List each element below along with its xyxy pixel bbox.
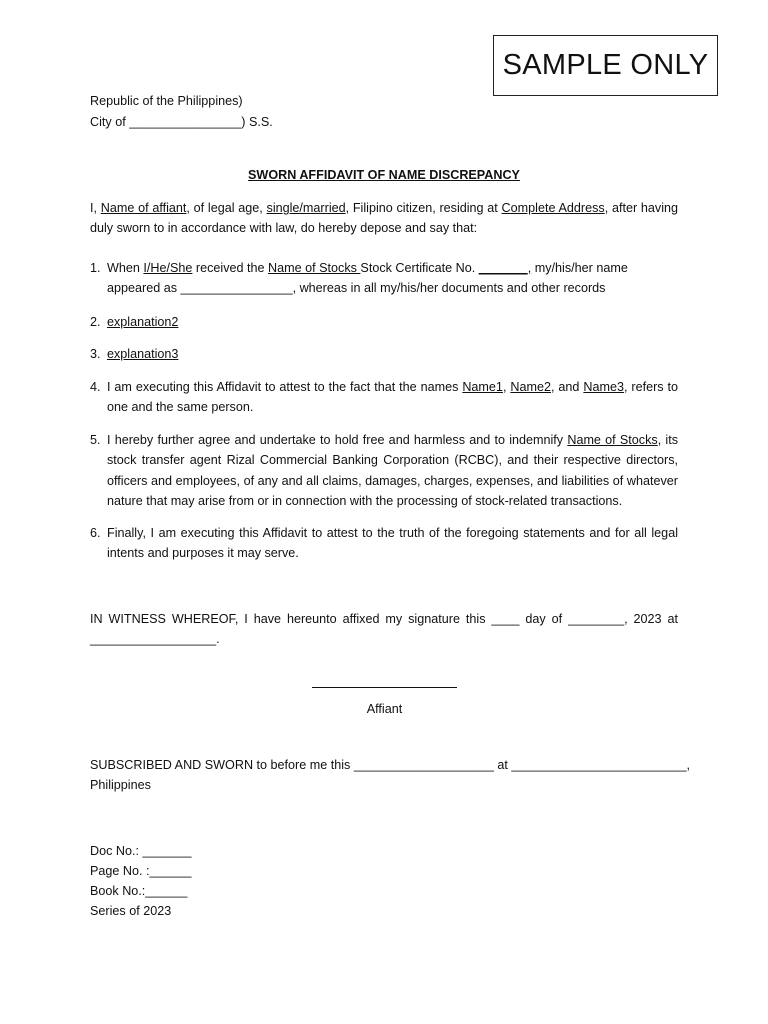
subscribed-line: SUBSCRIBED AND SWORN to before me this ____________________ at _________________________, bbox=[90, 758, 691, 772]
document-title: SWORN AFFIDAVIT OF NAME DISCREPANCY bbox=[248, 168, 520, 182]
list-item-2: 2. explanation2 bbox=[90, 315, 179, 329]
affiant-name-field: Name of affiant bbox=[100, 201, 187, 215]
book-no: Book No.:______ bbox=[90, 884, 188, 898]
series-year: Series of 2023 bbox=[90, 904, 172, 918]
list-item-3: 3. explanation3 bbox=[90, 347, 179, 361]
signature-line bbox=[312, 687, 457, 688]
list-item-6: 6. Finally, I am executing this Affidavit to attest to the truth of the foregoing statements and for all legal intents and purposes it may serve. bbox=[90, 526, 678, 561]
list-item-5: 5. I hereby further agree and undertake to hold free and harmless and to indemnify Name of Stocks, its stock transfer agent Rizal Commercial Banking Corporation (RCBC), and their respective directors, officers and employees, of any and all claims, damages, charges, expenses, and liabilities of whatever nature that may arise from or in connection with the processing of stock-related transactions. bbox=[90, 433, 679, 508]
witness-paragraph: IN WITNESS WHEREOF, I have hereunto affixed my signature this ____ day of ________, 2023 at __________________. bbox=[90, 612, 678, 647]
sample-only-stamp: SAMPLE ONLY bbox=[493, 35, 718, 96]
header-city: City of ________________) S.S. bbox=[90, 115, 273, 129]
intro-paragraph: I, Name of affiant, of legal age, single/married, Filipino citizen, residing at Complete Address, after having duly sworn to in accordance with law, do hereby depose and say that: bbox=[90, 201, 679, 236]
list-item-1: 1. When I/He/She received the Name of Stocks Stock Certificate No. _______, my/his/her name appeared as ________________, whereas in all my/his/her documents and other records bbox=[90, 261, 628, 296]
address-field: Complete Address bbox=[501, 201, 605, 215]
header-republic: Republic of the Philippines) bbox=[90, 94, 243, 108]
page-no: Page No. :______ bbox=[90, 864, 192, 878]
list-item-4: 4. I am executing this Affidavit to attest to the fact that the names Name1, Name2, and Name3, refers to one and the same person. bbox=[90, 380, 679, 415]
affiant-label: Affiant bbox=[366, 702, 403, 716]
civil-status-field: single/married bbox=[266, 201, 346, 215]
doc-no: Doc No.: _______ bbox=[90, 844, 192, 858]
subscribed-place: Philippines bbox=[90, 778, 151, 792]
